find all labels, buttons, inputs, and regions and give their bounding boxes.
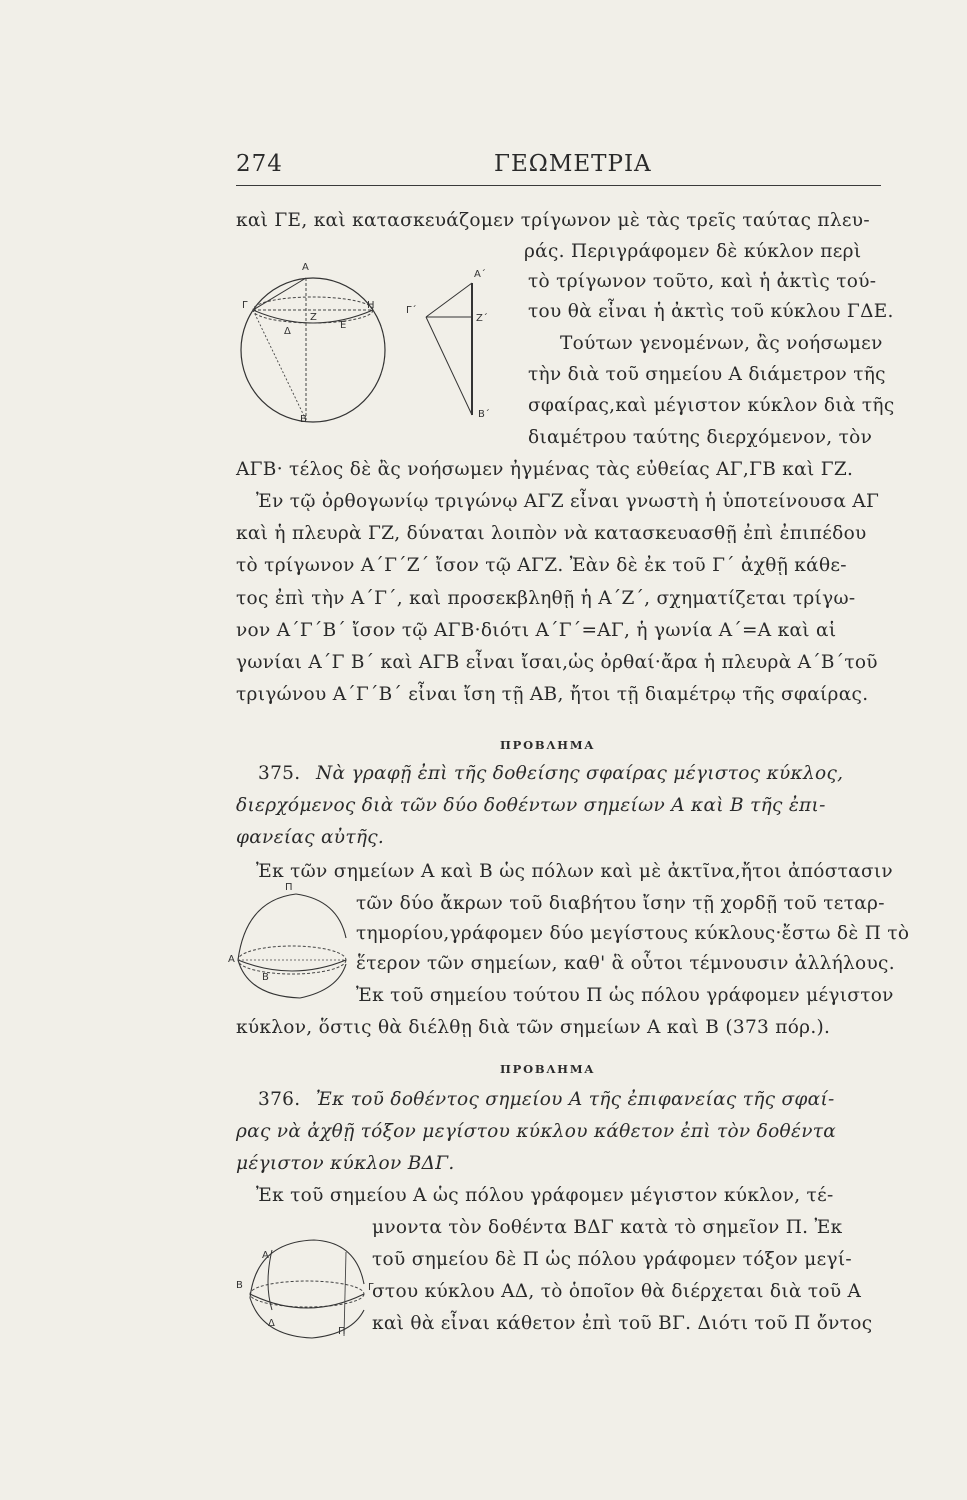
- text-line: μνοντα τὸν δοθέντα ΒΔΓ κατὰ τὸ σημεῖον Π. Ἐκ: [372, 1217, 843, 1238]
- label-g: Γ: [368, 1282, 374, 1293]
- arc-figure: [228, 1228, 378, 1343]
- text-line: στου κύκλου ΑΔ, τὸ ὁποῖον θὰ διέρχεται διὰ τοῦ Α: [372, 1281, 862, 1302]
- running-title: ΓΕΩΜΕΤΡΙΑ: [494, 151, 652, 177]
- label-p: Π: [285, 882, 293, 893]
- label-z: Ζ: [310, 312, 317, 323]
- text-line: τριγώνου Α΄Γ΄Β΄ εἶναι ἴση τῇ ΑΒ, ἤτοι τῇ διαμέτρῳ τῆς σφαίρας.: [236, 684, 869, 705]
- text-line: Ἐκ τῶν σημείων Α καὶ Β ὡς πόλων καὶ μὲ ἀκτῖνα,ἤτοι ἀπόστασιν: [256, 861, 893, 882]
- label-b: Β: [236, 1280, 243, 1291]
- problem-statement: ρας νὰ ἀχθῇ τόξον μεγίστου κύκλου κάθετον ἐπὶ τὸν δοθέντα: [236, 1121, 837, 1142]
- text-line: Ἐν τῷ ὀρθογωνίῳ τριγώνῳ ΑΓΖ εἶναι γνωστὴ ἡ ὑποτείνουσα ΑΓ: [256, 491, 880, 512]
- label-g: Γ: [242, 300, 248, 311]
- label-a-prime: Α΄: [474, 269, 486, 280]
- text-line: διαμέτρου ταύτης διερχόμενον, τὸν: [528, 427, 873, 448]
- text-line: καὶ ἡ πλευρὰ ΓΖ, δύναται λοιπὸν νὰ κατασκευασθῇ ἐπὶ ἐπιπέδου: [236, 523, 867, 544]
- text-line: Τούτων γενομένων, ἂς νοήσωμεν: [560, 333, 883, 354]
- text-line: τος ἐπὶ τὴν Α΄Γ΄, καὶ προσεκβληθῇ ἡ Α΄Ζ΄, σχηματίζεται τρίγω-: [236, 588, 856, 609]
- text-line: ράς. Περιγράφομεν δὲ κύκλον περὶ: [524, 241, 862, 262]
- label-d: Δ: [268, 1318, 275, 1329]
- text-line: τημορίου,γράφομεν δύο μεγίστους κύκλους·ἔστω δὲ Π τὸ: [356, 923, 910, 944]
- problem-number: 375.: [258, 763, 301, 784]
- text-line: τὸ τρίγωνον τοῦτο, καὶ ἡ ἀκτὶς τού-: [528, 271, 877, 292]
- text-line: τὴν διὰ τοῦ σημείου Α διάμετρον τῆς: [528, 364, 886, 385]
- text-line: ΑΓΒ· τέλος δὲ ἂς νοήσωμεν ἠγμένας τὰς εὐθείας ΑΓ,ΓΒ καὶ ΓΖ.: [236, 459, 854, 480]
- text-line: γωνίαι Α΄Γ Β΄ καὶ ΑΓΒ εἶναι ἴσαι,ὡς ὀρθαί·ἄρα ἡ πλευρὰ Α΄Β΄τοῦ: [236, 652, 878, 673]
- text-line: νον Α΄Γ΄Β΄ ἴσον τῷ ΑΓΒ·διότι Α΄Γ΄=ΑΓ, ἡ γωνία Α΄=Α καὶ αἱ: [236, 620, 837, 641]
- problem-statement: διερχόμενος διὰ τῶν δύο δοθέντων σημείων Α καὶ Β τῆς ἐπι-: [236, 795, 826, 816]
- text-line: ἕτερον τῶν σημείων, καθ' ἃ οὗτοι τέμνουσιν ἀλλήλους.: [356, 953, 895, 974]
- label-b-prime: Β΄: [478, 409, 490, 420]
- text-line: τοῦ σημείου δὲ Π ὡς πόλου γράφομεν τόξον μεγί-: [372, 1249, 852, 1270]
- problem-statement: Ἐκ τοῦ δοθέντος σημείου Α τῆς ἐπιφανείας τῆς σφαί-: [316, 1089, 835, 1110]
- page-header: [236, 145, 881, 186]
- triangle-figure: [398, 265, 498, 425]
- label-g-prime: Γ΄: [406, 305, 417, 316]
- problem-statement: φανείας αὐτῆς.: [236, 827, 385, 848]
- poles-figure: [226, 878, 356, 1003]
- label-b: Β: [300, 414, 307, 425]
- text-line: τῶν δύο ἄκρων τοῦ διαβήτου ἴσην τῇ χορδῇ τοῦ τεταρ-: [356, 893, 885, 914]
- label-a: Α: [228, 954, 235, 965]
- page-number: 274: [236, 151, 283, 177]
- problem-heading: ΠΡΟΒΛΗΜΑ: [500, 738, 596, 752]
- label-b: Β: [262, 972, 269, 983]
- problem-statement: Νὰ γραφῇ ἐπὶ τῆς δοθείσης σφαίρας μέγιστος κύκλος,: [316, 763, 844, 784]
- sphere-figure: [228, 250, 398, 430]
- problem-heading: ΠΡΟΒΛΗΜΑ: [500, 1062, 596, 1076]
- text-line: του θὰ εἶναι ἡ ἀκτὶς τοῦ κύκλου ΓΔΕ.: [528, 301, 894, 322]
- text-line: τὸ τρίγωνον Α΄Γ΄Ζ΄ ἴσον τῷ ΑΓΖ. Ἐὰν δὲ ἐκ τοῦ Γ΄ ἀχθῇ κάθε-: [236, 555, 847, 576]
- label-a: Α: [262, 1250, 269, 1261]
- text-line: Ἐκ τοῦ σημείου τούτου Π ὡς πόλου γράφομεν μέγιστον: [356, 985, 894, 1006]
- label-h: Η: [367, 300, 375, 311]
- problem-statement: μέγιστον κύκλον ΒΔΓ.: [236, 1153, 455, 1174]
- label-p: Π: [338, 1326, 346, 1337]
- label-e: Ε: [340, 320, 347, 331]
- problem-number: 376.: [258, 1089, 301, 1110]
- label-z-prime: Ζ΄: [476, 313, 488, 324]
- label-a: Α: [302, 262, 309, 273]
- text-line: κύκλον, ὅστις θὰ διέλθῃ διὰ τῶν σημείων Α καὶ Β (373 πόρ.).: [236, 1017, 831, 1038]
- text-line: Ἐκ τοῦ σημείου Α ὡς πόλου γράφομεν μέγιστον κύκλον, τέ-: [256, 1185, 834, 1206]
- text-line: σφαίρας,καὶ μέγιστον κύκλον διὰ τῆς: [528, 395, 895, 416]
- text-line: καὶ ΓΕ, καὶ κατασκευάζομεν τρίγωνον μὲ τὰς τρεῖς ταύτας πλευ-: [236, 210, 870, 231]
- label-d: Δ: [284, 326, 291, 337]
- text-line: καὶ θὰ εἶναι κάθετον ἐπὶ τοῦ ΒΓ. Διότι τοῦ Π ὄντος: [372, 1313, 873, 1334]
